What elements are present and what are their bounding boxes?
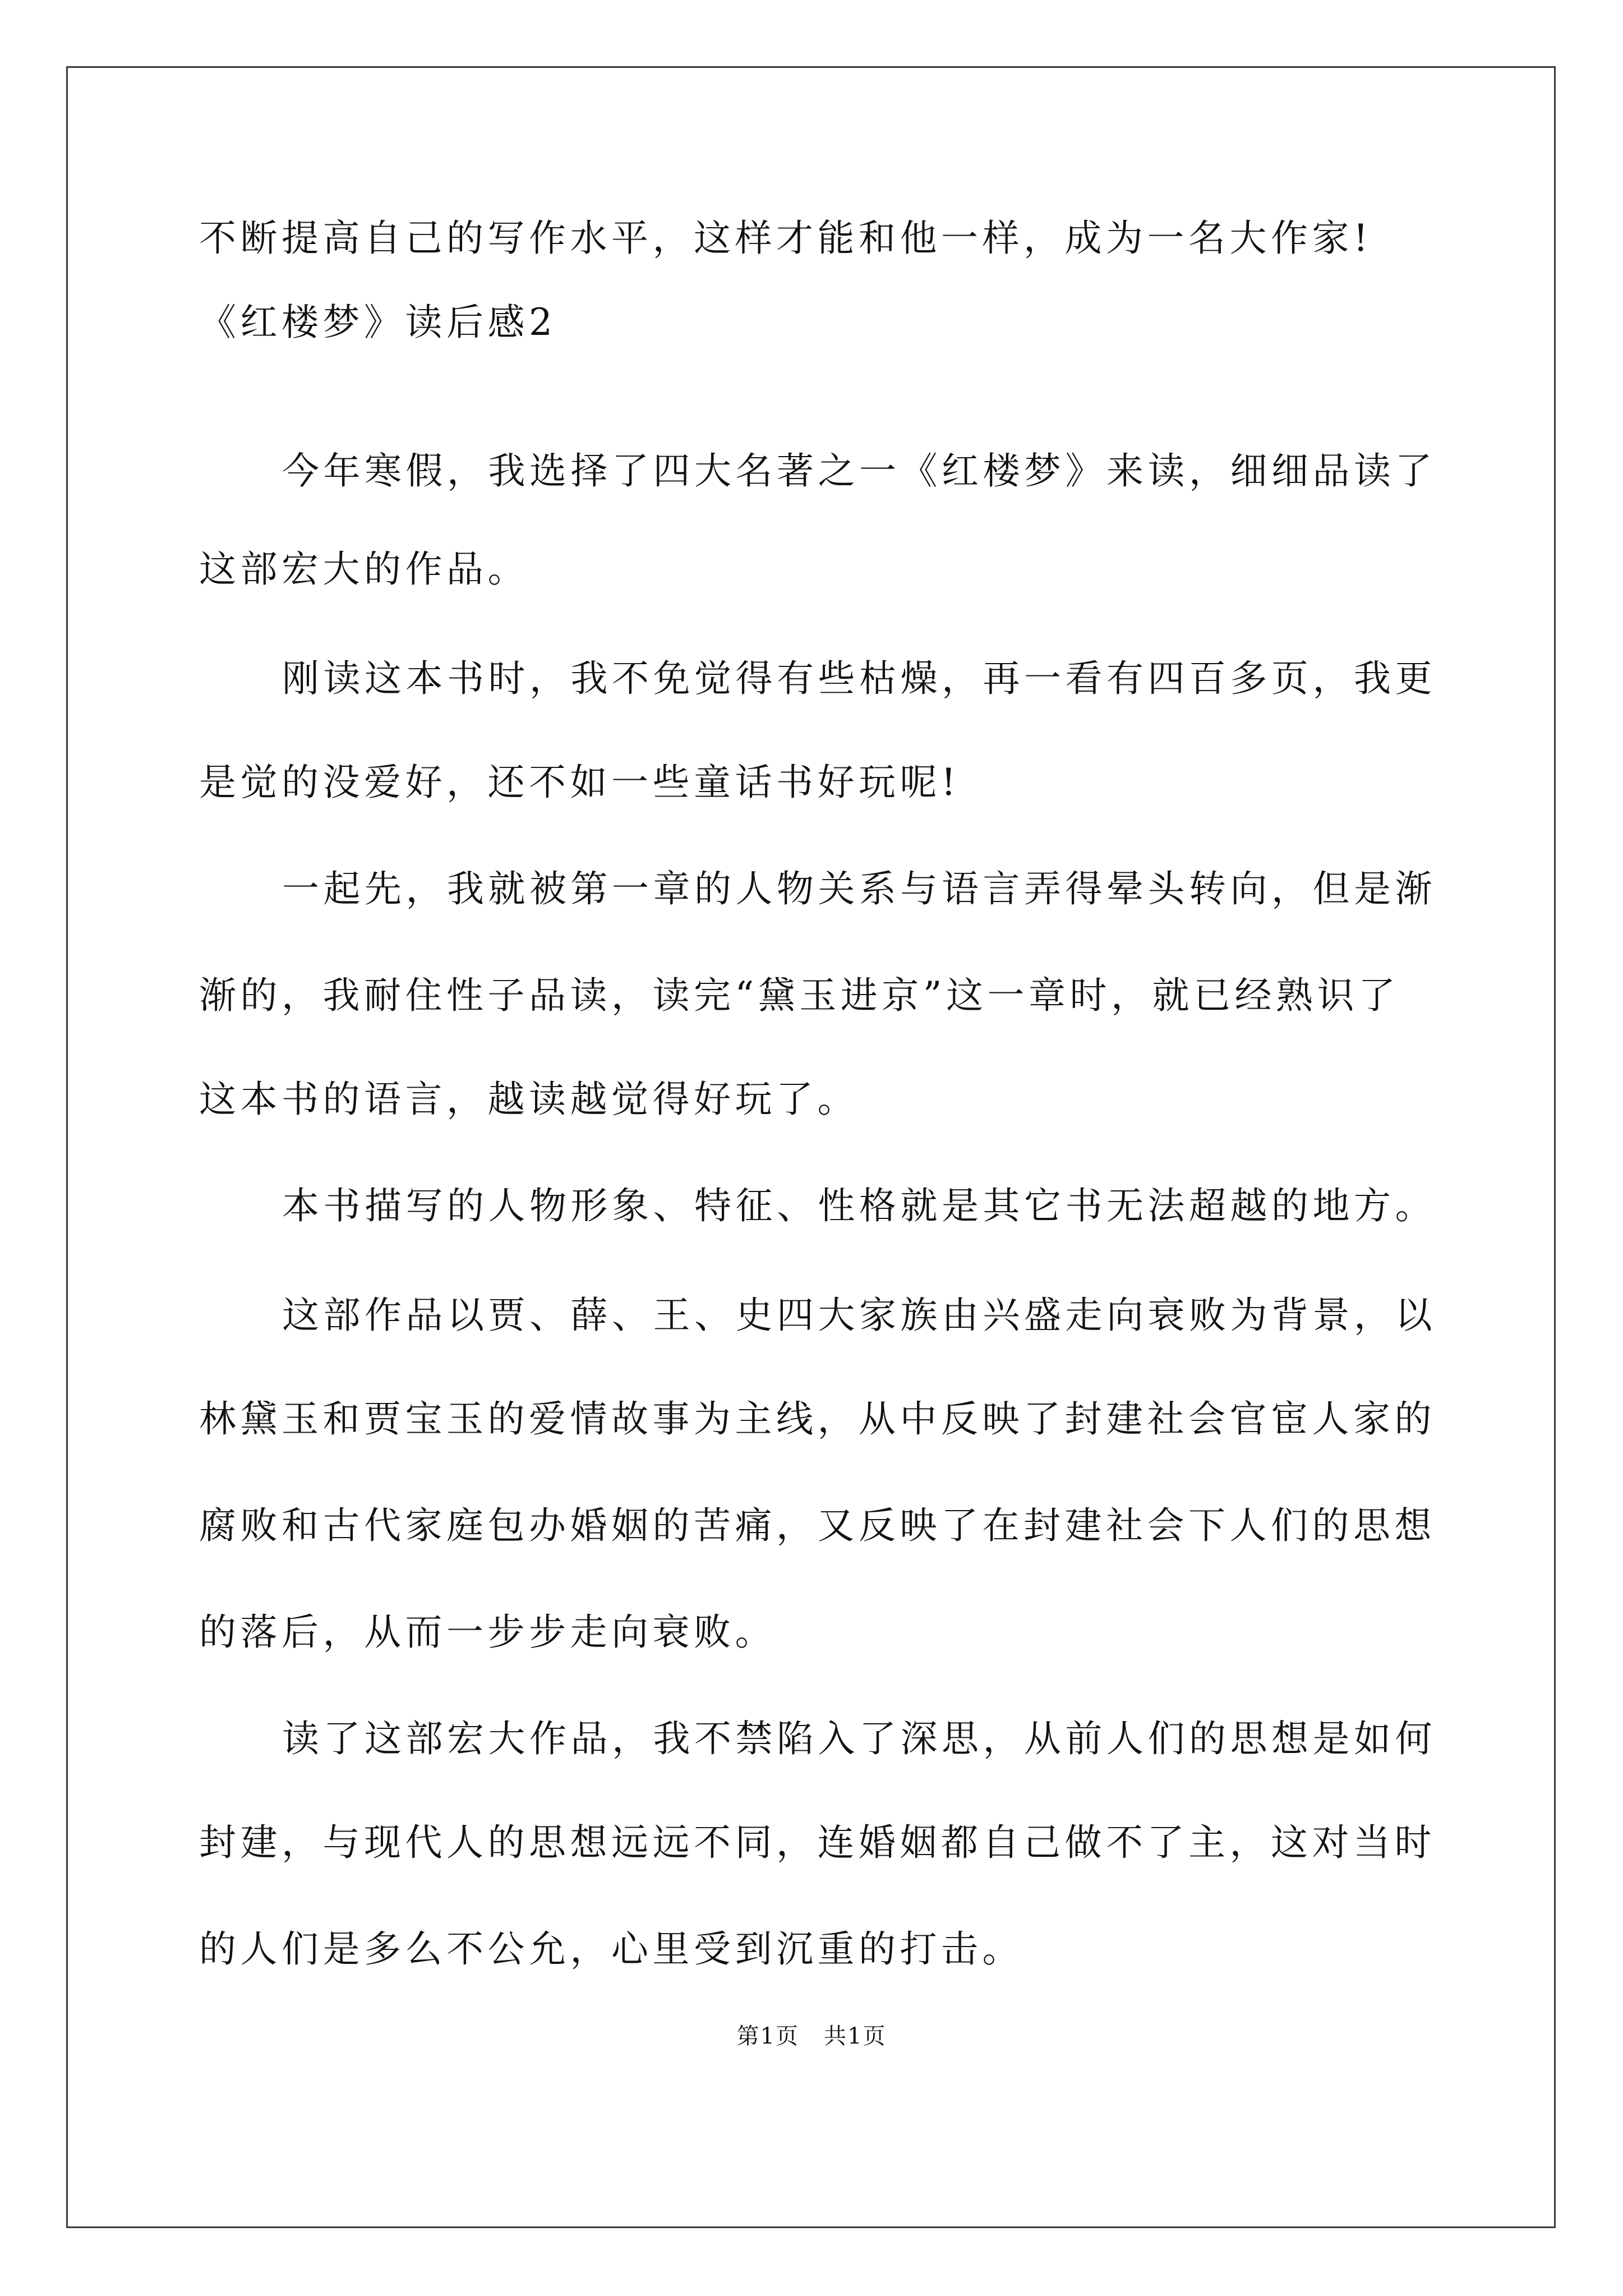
text-line: 一起先，我就被第一章的人物关系与语言弄得晕头转向，但是渐 <box>282 867 1436 910</box>
page-total: 共1页 <box>824 2023 887 2049</box>
page-number: 第1页 <box>736 2023 799 2049</box>
section-heading: 《红楼梦》读后感2 <box>199 301 557 344</box>
text-line: 林黛玉和贾宝玉的爱情故事为主线，从中反映了封建社会官宦人家的 <box>199 1397 1436 1441</box>
page-border <box>66 66 1556 2228</box>
text-line: 这部作品以贾、薛、王、史四大家族由兴盛走向衰败为背景，以 <box>282 1294 1436 1337</box>
page-footer <box>0 2019 1623 2053</box>
text-line: 不断提高自己的写作水平，这样才能和他一样，成为一名大作家! <box>199 217 1373 260</box>
text-line: 刚读这本书时，我不免觉得有些枯燥，再一看有四百多页，我更 <box>282 657 1436 700</box>
text-line: 的人们是多么不公允，心里受到沉重的打击。 <box>199 1927 1023 1971</box>
text-line: 腐败和古代家庭包办婚姻的苦痛，又反映了在封建社会下人们的思想 <box>199 1504 1436 1547</box>
text-line: 的落后，从而一步步走向衰败。 <box>199 1611 776 1654</box>
text-line: 这部宏大的作品。 <box>199 547 529 591</box>
text-line: 封建，与现代人的思想远远不同，连婚姻都自己做不了主，这对当时 <box>199 1821 1436 1864</box>
text-line: 读了这部宏大作品，我不禁陷入了深思，从前人们的思想是如何 <box>282 1717 1436 1760</box>
text-line: 本书描写的人物形象、特征、性格就是其它书无法超越的地方。 <box>282 1184 1436 1227</box>
text-line: 是觉的没爱好，还不如一些童话书好玩呢! <box>199 761 961 804</box>
text-line: 这本书的语言，越读越觉得好玩了。 <box>199 1078 859 1121</box>
text-line: 渐的，我耐住性子品读，读完“黛玉进京”这一章时，就已经熟识了 <box>199 974 1400 1017</box>
text-line: 今年寒假，我选择了四大名著之一《红楼梦》来读，细细品读了 <box>282 449 1436 493</box>
